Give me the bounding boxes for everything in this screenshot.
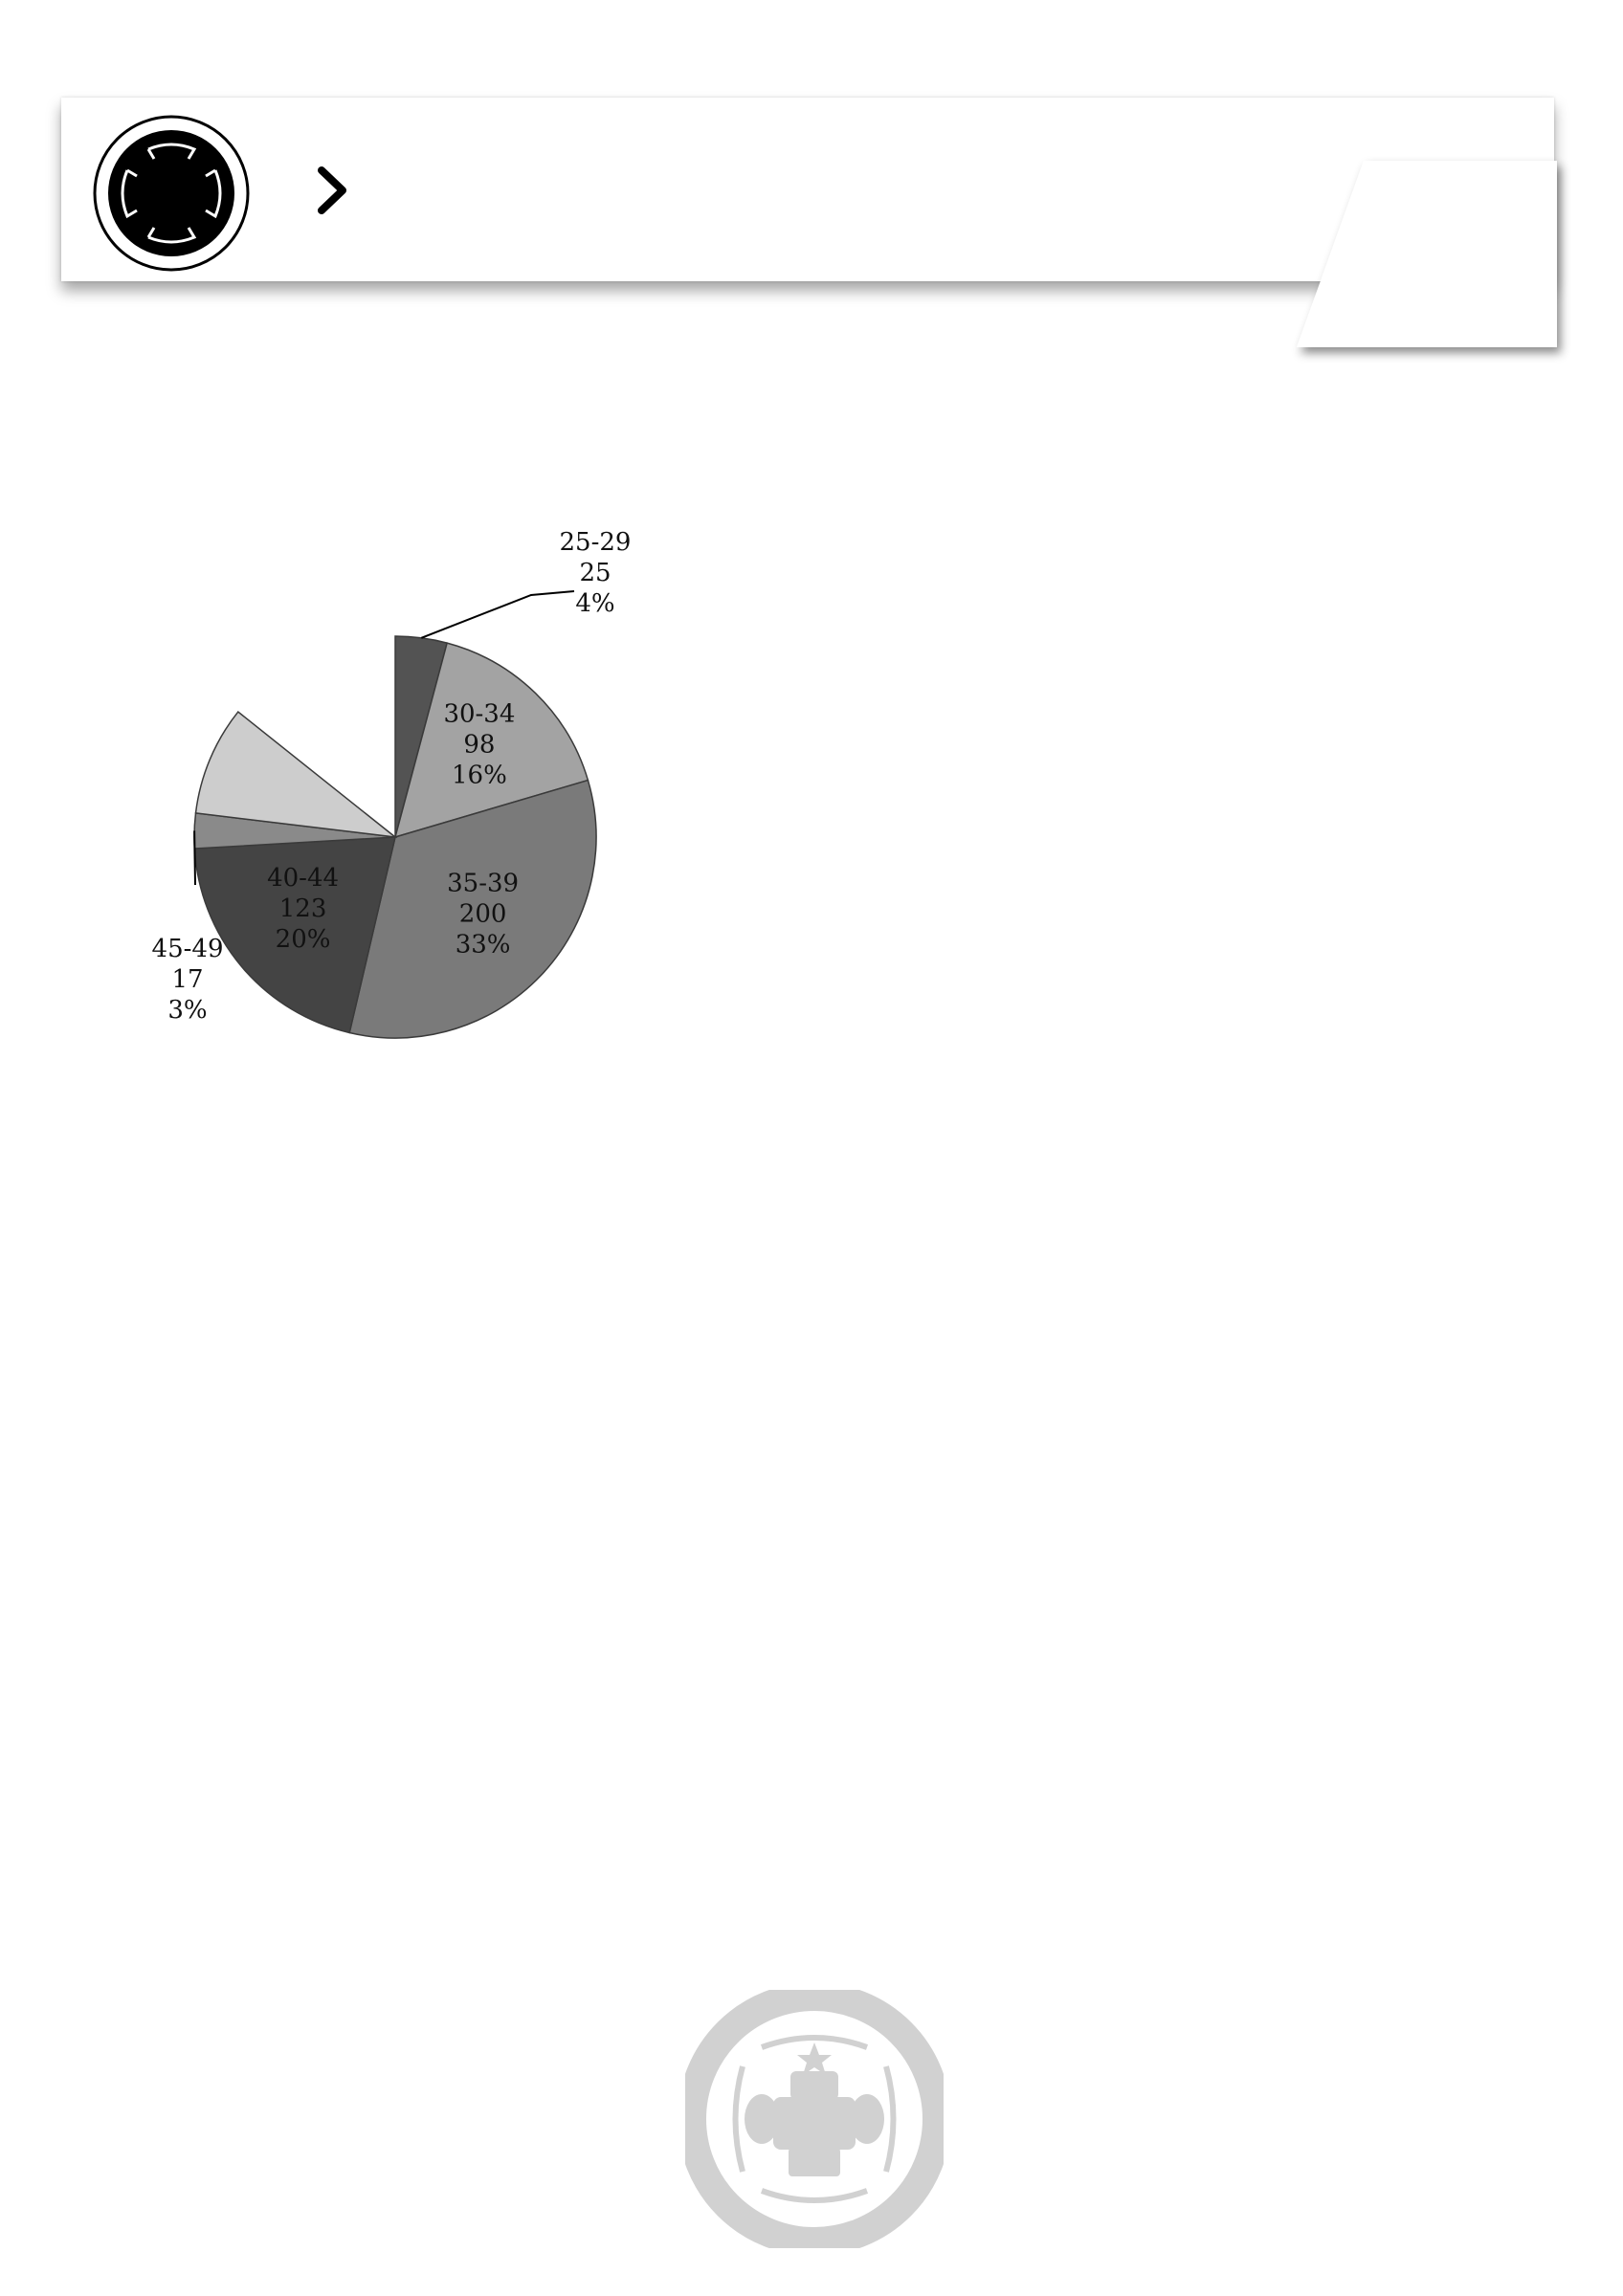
answer-options xyxy=(153,1916,1493,1950)
pie-chart-dones-svg xyxy=(842,517,1493,1167)
answer-options xyxy=(153,1784,1493,1818)
pie-chart-homes xyxy=(153,517,804,1153)
data-label-45-49: 45-49 17 3% xyxy=(151,935,224,1025)
chevron-right-icon xyxy=(316,165,350,216)
timer-box xyxy=(1297,161,1557,347)
pie-chart-dones xyxy=(842,517,1493,1172)
answer-options xyxy=(153,1505,1493,1538)
data-label-30-34: 30-34 98 16% xyxy=(443,699,516,790)
leader-line xyxy=(421,591,574,638)
leader-line xyxy=(194,830,195,885)
data-label-25-29: 25-29 25 4% xyxy=(559,528,632,618)
pie-chart-homes-svg xyxy=(153,517,804,1148)
answer-options xyxy=(153,1687,1493,1720)
data-label-40-44: 40-44 123 20% xyxy=(267,864,340,955)
data-label-35-39: 35-39 200 33% xyxy=(447,869,520,960)
fire-hydrant-badge-icon xyxy=(685,1990,944,2248)
answer-options xyxy=(153,1210,1493,1244)
firefighter-cross-badge-icon xyxy=(91,113,252,274)
answer-options xyxy=(153,1407,1493,1441)
answer-options xyxy=(153,1309,1493,1342)
